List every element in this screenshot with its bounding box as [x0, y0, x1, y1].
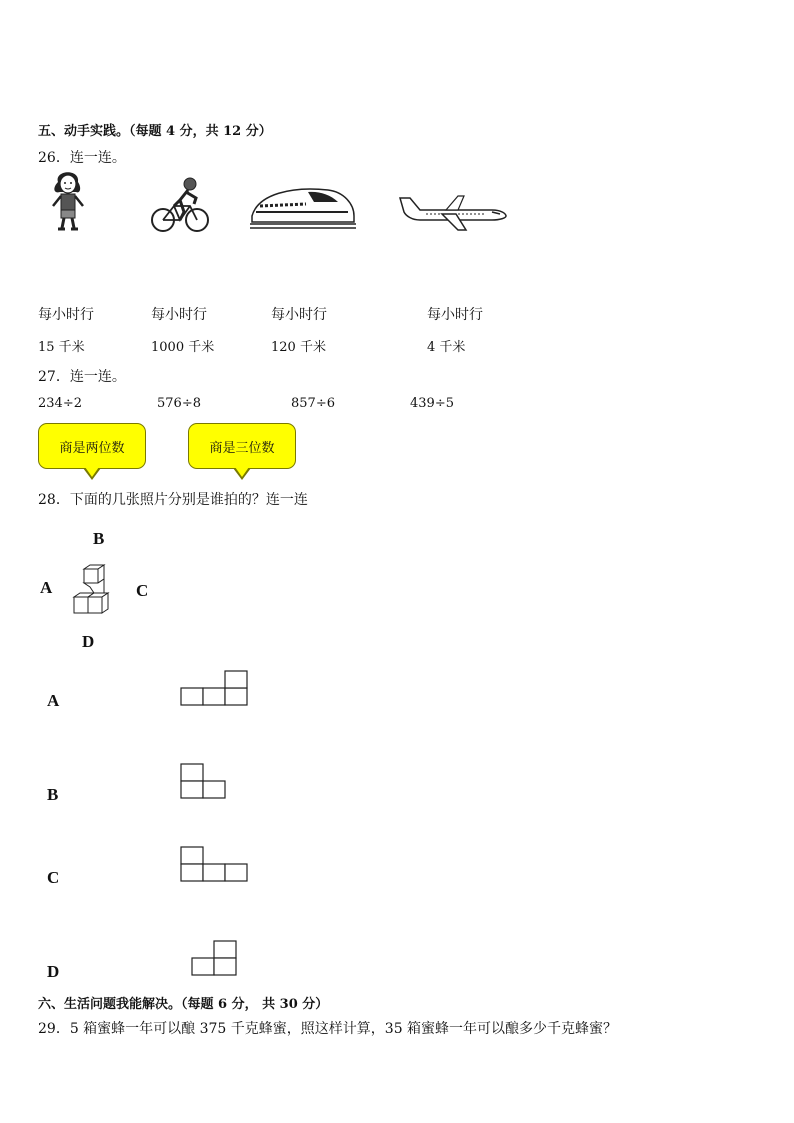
expression-4: 439÷5 — [410, 396, 454, 411]
cyclist-icon — [150, 176, 210, 234]
view-a-shape — [180, 669, 250, 707]
expression-2: 576÷8 — [157, 396, 201, 411]
speed-1-value: 15 千米 — [38, 340, 85, 355]
bubble-three-digit-label: 商是三位数 — [209, 440, 275, 456]
train-icon — [248, 182, 358, 234]
section-6-heading: 六、生活问题我能解决。（每题 6 分， 共 30 分） — [38, 997, 329, 1012]
speed-4-label: 每小时行 — [427, 307, 483, 323]
girl-walking-icon — [46, 168, 90, 232]
speed-3-value: 120 千米 — [271, 340, 326, 355]
bubble-three-digit — [188, 423, 296, 469]
cube-stack-icon — [70, 563, 122, 617]
bubble-two-digit-label: 商是两位数 — [59, 440, 125, 456]
bubble-two-digit — [38, 423, 146, 469]
direction-label-c: C — [136, 581, 149, 600]
view-label-d: D — [47, 962, 60, 981]
direction-label-a: A — [40, 578, 53, 597]
view-label-c: C — [47, 868, 60, 887]
airplane-icon — [396, 192, 508, 232]
question-28-title: 28．下面的几张照片分别是谁拍的？连一连 — [38, 492, 308, 508]
speed-4-value: 4 千米 — [427, 340, 466, 355]
question-26-title: 26．连一连。 — [38, 150, 126, 166]
speed-1-label: 每小时行 — [38, 307, 94, 323]
view-label-a: A — [47, 691, 60, 710]
section-5-heading: 五、动手实践。（每题 4 分，共 12 分） — [38, 124, 272, 139]
expression-3: 857÷6 — [291, 396, 335, 411]
speed-2-value: 1000 千米 — [151, 340, 215, 355]
direction-label-b: B — [93, 529, 105, 548]
view-d-shape — [191, 939, 239, 977]
speed-3-label: 每小时行 — [271, 307, 327, 323]
view-b-shape — [180, 762, 228, 800]
view-c-shape — [180, 845, 252, 883]
direction-label-d: D — [82, 632, 95, 651]
expression-1: 234÷2 — [38, 396, 82, 411]
view-label-b: B — [47, 785, 59, 804]
speed-2-label: 每小时行 — [151, 307, 207, 323]
question-29-text: 29．5 箱蜜蜂一年可以酿 375 千克蜂蜜，照这样计算，35 箱蜜蜂一年可以酿多少千克蜂蜜？ — [38, 1021, 618, 1037]
question-27-title: 27．连一连。 — [38, 369, 126, 385]
